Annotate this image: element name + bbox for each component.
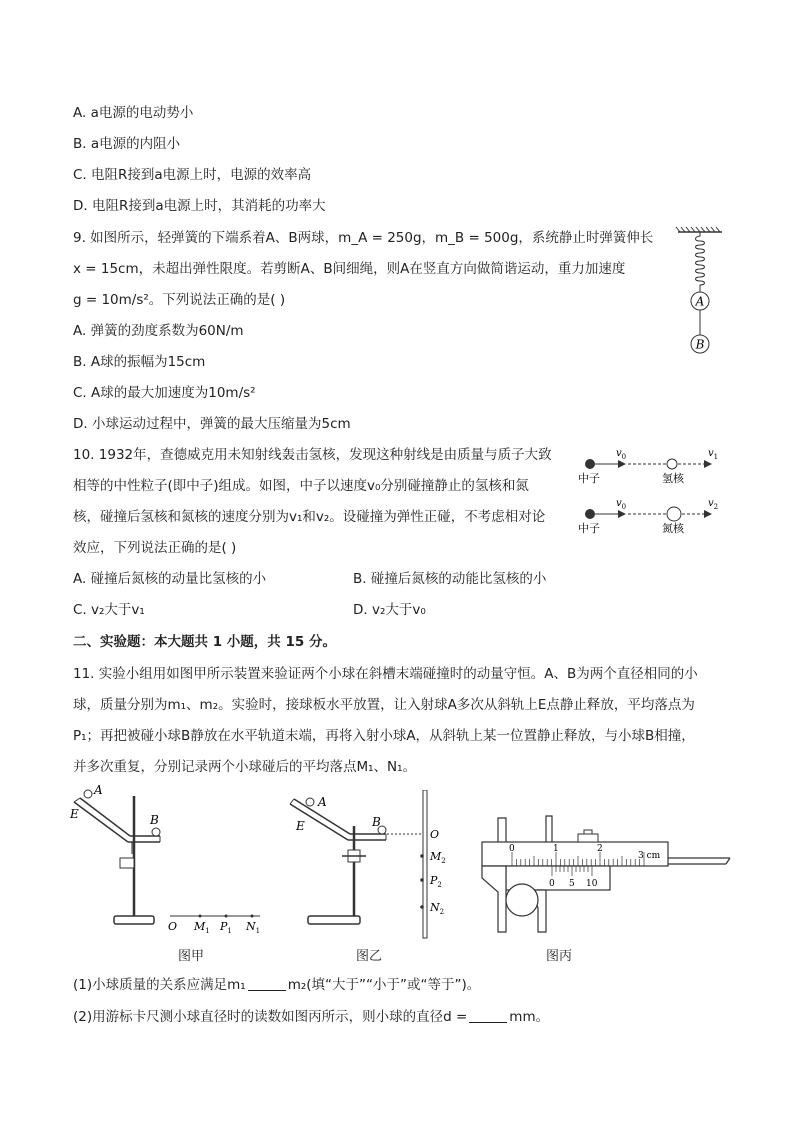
q11-sub1-text: (1)小球质量的关系应满足m₁ bbox=[73, 977, 246, 993]
q10-stem-line1: 10. 1932年，查德威克用未知射线轰击氢核，发现这种射线是由质量与质子大致 bbox=[73, 447, 552, 463]
label-b-yi: B bbox=[372, 815, 381, 829]
label-m1: $M_1$ bbox=[194, 920, 210, 935]
q9-stem-line2: x = 15cm，未超出弹性限度。若剪断A、B间细绳，则A在竖直方向做简谐运动，重力加速度 bbox=[73, 261, 626, 277]
caption-jia: 图甲 bbox=[178, 949, 205, 964]
neutron-2 bbox=[585, 509, 595, 519]
q11-sub1-end: m₂(填“大于”“小于”或“等于”)。 bbox=[287, 977, 481, 993]
vernier-tick-0: 0 bbox=[549, 879, 555, 889]
collision-figure bbox=[574, 444, 724, 540]
q8-option-c: C. 电阻R接到a电源上时，电源的效率高 bbox=[73, 167, 312, 183]
figure-bing bbox=[476, 812, 734, 936]
q11-sub2-end: mm。 bbox=[509, 1009, 550, 1025]
q9-option-d: D. 小球运动过程中，弹簧的最大压缩量为5cm bbox=[73, 416, 351, 432]
label-e-yi: E bbox=[296, 819, 305, 833]
label-p2: $P_2$ bbox=[430, 874, 442, 889]
q11-stem-line1: 11. 实验小组用如图甲所示装置来验证两个小球在斜槽末端碰撞时的动量守恒。A、B为两个直径相同的小 bbox=[73, 666, 698, 682]
answer-blank-2[interactable] bbox=[469, 1010, 507, 1023]
main-tick-2: 2 bbox=[597, 844, 603, 854]
q10-option-d: D. v₂大于v₀ bbox=[353, 602, 426, 618]
v0-label-2: $v_0$ bbox=[616, 498, 627, 511]
q11-stem-line2: 球，质量分别为m₁、m₂。实验时，接球板水平放置，让入射球A多次从斜轨上E点静止释放，平均落点为 bbox=[73, 697, 695, 713]
ball-b-label: B bbox=[695, 337, 705, 352]
q11-sub2 bbox=[73, 1008, 549, 1026]
section-title: 本大题共 1 小题，共 15 分。 bbox=[154, 634, 336, 650]
ball-a-label: A bbox=[695, 294, 705, 309]
main-tick-0: 0 bbox=[509, 844, 515, 854]
q10-stem-line3: 核，碰撞后氢核和氮核的速度分别为v₁和v₂。设碰撞为弹性正碰，不考虑相对论 bbox=[73, 509, 546, 525]
hydrogen-nucleus bbox=[667, 459, 677, 469]
q9-stem-line1: 9. 如图所示，轻弹簧的下端系着A、B两球，m_A = 250g，m_B = 500g，系统静止时弹簧伸长 bbox=[73, 230, 654, 246]
label-a-jia: A bbox=[94, 784, 103, 797]
q9-option-b: B. A球的振幅为15cm bbox=[73, 354, 206, 370]
label-b-jia: B bbox=[150, 813, 159, 827]
section-heading bbox=[73, 633, 336, 651]
figure-yi bbox=[286, 790, 446, 942]
spring-figure bbox=[670, 226, 730, 358]
neutron-1 bbox=[585, 459, 595, 469]
measured-ball bbox=[506, 884, 538, 916]
vernier-tick-5: 5 bbox=[569, 879, 575, 889]
q10-stem-line4: 效应，下列说法正确的是( ) bbox=[73, 540, 237, 556]
neutron-label-2: 中子 bbox=[578, 522, 600, 535]
label-o-yi: O bbox=[430, 828, 440, 841]
q10-option-a: A. 碰撞后氮核的动量比氢核的小 bbox=[73, 571, 267, 587]
neutron-label-1: 中子 bbox=[578, 472, 600, 485]
nitrogen-nucleus bbox=[667, 507, 681, 521]
q10-stem-line2: 相等的中性粒子(即中子)组成。如图，中子以速度v₀分别碰撞静止的氢核和氮 bbox=[73, 478, 529, 494]
label-n2: $N_2$ bbox=[430, 901, 445, 916]
q10-option-c: C. v₂大于v₁ bbox=[73, 602, 145, 618]
q11-stem-line3: P₁；再把被碰小球B静放在水平轨道末端，再将入射小球A，从斜轨上某一位置静止释放，与小球B相撞， bbox=[73, 728, 695, 744]
ball-b-jia bbox=[152, 828, 160, 836]
vernier-tick-10: 10 bbox=[586, 879, 598, 889]
section-prefix: 二、实验题： bbox=[73, 634, 154, 650]
v2-label: $v_2$ bbox=[708, 498, 719, 511]
figure-jia bbox=[66, 784, 276, 944]
label-e-jia: E bbox=[70, 807, 79, 821]
label-m2: $M_2$ bbox=[430, 850, 446, 865]
ball-a-yi bbox=[306, 798, 314, 806]
q9-option-a: A. 弹簧的劲度系数为60N/m bbox=[73, 323, 244, 339]
hydrogen-label: 氢核 bbox=[662, 472, 684, 485]
label-o-jia: O bbox=[168, 920, 178, 933]
main-tick-1: 1 bbox=[553, 844, 559, 854]
q9-option-c: C. A球的最大加速度为10m/s² bbox=[73, 385, 256, 401]
caption-bing: 图丙 bbox=[546, 949, 573, 964]
answer-blank-1[interactable] bbox=[248, 978, 286, 991]
label-n1: $N_1$ bbox=[246, 920, 261, 935]
q8-option-b: B. a电源的内阻小 bbox=[73, 136, 181, 152]
ball-a-jia bbox=[84, 790, 92, 798]
q8-option-a: A. a电源的电动势小 bbox=[73, 105, 194, 121]
q9-stem-line3: g = 10m/s²。下列说法正确的是( ) bbox=[73, 292, 286, 308]
spring-coil bbox=[696, 232, 705, 292]
q10-option-b: B. 碰撞后氮核的动能比氢核的小 bbox=[353, 571, 547, 587]
q11-sub1 bbox=[73, 976, 480, 994]
main-tick-3: 3 cm bbox=[638, 851, 661, 861]
q11-sub2-text: (2)用游标卡尺测小球直径时的读数如图丙所示，则小球的直径d = bbox=[73, 1009, 468, 1025]
caption-yi: 图乙 bbox=[356, 949, 383, 964]
nitrogen-label: 氮核 bbox=[662, 522, 684, 535]
label-p1: $P_1$ bbox=[220, 920, 232, 935]
v1-label: $v_1$ bbox=[708, 448, 719, 461]
q8-option-d: D. 电阻R接到a电源上时，其消耗的功率大 bbox=[73, 198, 326, 214]
q11-stem-line4: 并多次重复，分别记录两个小球碰后的平均落点M₁、N₁。 bbox=[73, 759, 417, 775]
v0-label-1: $v_0$ bbox=[616, 448, 627, 461]
label-a-yi: A bbox=[318, 795, 327, 809]
